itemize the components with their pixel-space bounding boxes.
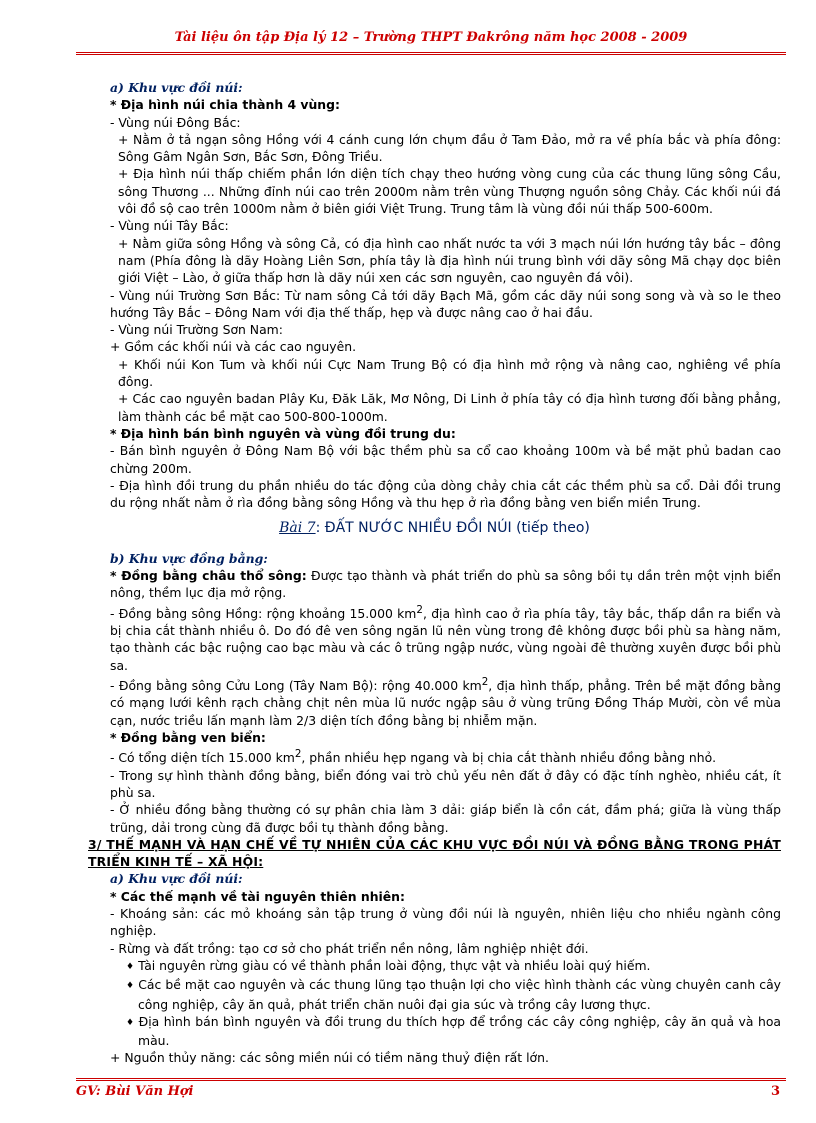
paragraph (88, 674, 781, 729)
page-number: 3 (770, 1084, 780, 1099)
subheading-four-regions: * Địa hình núi chia thành 4 vùng: (110, 97, 340, 113)
paragraph (88, 602, 781, 674)
section-heading-mountain: a) Khu vực đồi núi: (110, 80, 243, 95)
paragraph: + Địa hình núi thấp chiếm phần lớn diện tích chạy theo hướng vòng cung của các thung lũng sông Cầu, sông Thương ... Những đỉnh núi cao trên 2000m nằm trên vùng Thượng nguồn sông Chảy. Các khối núi đá vôi đồ sộ cao trên 1000m nằm ở biên giới Việt Trung. Trung tâm là vùng đồi núi thấp 500-600m. (118, 166, 781, 217)
paragraph: + Khối núi Kon Tum và khối núi Cực Nam Trung Bộ có địa hình mở rộng và nâng cao, nghiêng về phía đông. (118, 356, 781, 390)
paragraph: - Địa hình đồi trung du phần nhiều do tác động của dòng chảy chia cắt các thềm phù sa cổ. Dải đồi trung du rộng nhất nằm ở rìa đồng bằng sông Hồng và thu hẹp ở rìa đồng bằng ven biển miền Trung. (110, 477, 781, 511)
paragraph: - Rừng và đất trồng: tạo cơ sở cho phát triển nền nông, lâm nghiệp nhiệt đới. (110, 940, 589, 956)
page-content (88, 79, 781, 1067)
text-run: - Đồng bằng sông Hồng: rộng khoảng 15.000 km (110, 605, 417, 621)
subheading-coastal-plains: * Đồng bằng ven biển: (110, 729, 266, 745)
superscript: 2 (416, 603, 423, 616)
superscript: 2 (481, 675, 489, 688)
paragraph: + Nằm giữa sông Hồng và sông Cả, có địa hình cao nhất nước ta với 3 mạch núi lớn hướng tây bắc – đông nam (Phía đông là dãy Hoàng Liên Sơn, phía tây là địa hình núi trung bình với dãy sông Mã chạy dọc biên giới Việt – Lào, ở giữa thấp hơn là dãy núi xen các sơn nguyên, cao nguyên đá vôi). (118, 235, 781, 286)
bullet-text: Các bề mặt cao nguyên và các thung lũng tạo thuận lợi cho việc hình thành các vùng chuyên canh cây công nghiệp, cây ăn quả, phát triển chăn nuôi đại gia súc và trồng cây lương thực. (138, 977, 781, 1012)
footer-author: GV: Bùi Văn Hợi (76, 1084, 194, 1099)
delta-text: Được tạo thành và phát triển do phù sa sông bồi tụ dần trên một vịnh biển nông, thềm lục địa mở rộng. (110, 568, 781, 601)
paragraph: + Nằm ở tả ngạn sông Hồng với 4 cánh cung lớn chụm đầu ở Tam Đảo, mở ra về phía bắc và phía đông: Sông Gâm Ngân Sơn, Bắc Sơn, Đông Triều. (118, 131, 781, 165)
text-run: , địa hình cao ở rìa phía tây, tây bắc, thấp dần ra biển và bị chia cắt thành nhiều ô. Do đó đê ven sông ngăn lũ nên vùng trong đê không được bồi phù sa hàng năm, tạo thành các bậc ruộng cao bạc màu và các ô trũng ngập nước, vùng ngoài đê thường xuyên được bồi phù sa. (110, 605, 781, 673)
paragraph: + Gồm các khối núi và các cao nguyên. (110, 339, 357, 355)
footer-divider (76, 1078, 786, 1081)
subheading-semiplain: * Địa hình bán bình nguyên và vùng đồi trung du: (110, 425, 456, 441)
paragraph: - Vùng núi Đông Bắc: (110, 114, 241, 130)
bullet-text: Địa hình bán bình nguyên và đồi trung du thích hợp để trồng các cây công nghiệp, cây ăn quả và hoa màu. (138, 1013, 781, 1049)
bullet-text: Tài nguyên rừng giàu có về thành phần loài động, thực vật và nhiều loài quý hiếm. (138, 957, 651, 973)
paragraph: - Vùng núi Trường Sơn Nam: (110, 322, 283, 338)
text-run: - Có tổng diện tích 15.000 km (110, 750, 295, 766)
text-run: , phần nhiều hẹp ngang và bị chia cắt thành nhiều đồng bằng nhỏ. (301, 750, 717, 766)
paragraph (88, 746, 781, 766)
header-divider (76, 52, 786, 55)
paragraph: - Bán bình nguyên ở Đông Nam Bộ với bậc thềm phù sa cổ cao khoảng 100m và bề mặt phủ badan cao chừng 200m. (110, 443, 781, 476)
section-3-heading: 3/ THẾ MẠNH VÀ HẠN CHẾ VỀ TỰ NHIÊN CỦA CÁC KHU VỰC ĐỒI NÚI VÀ ĐỒNG BẰNG TRONG PHÁT TRIỂN KINH TẾ – XÃ HỘI: (88, 836, 781, 870)
paragraph: - Khoáng sản: các mỏ khoáng sản tập trung ở vùng đồi núi là nguyên, nhiên liệu cho nhiều ngành công nghiệp. (110, 906, 781, 939)
text-run: , địa hình thấp, phẳng. Trên bề mặt đồng bằng có mạng lưới kênh rạch chằng chịt nên mùa lũ nước ngập sâu ở vùng trũng Đồng Tháp Mười, còn về mùa cạn, nước triều lấn mạnh làm 2/3 diện tích đồng bằng bị nhiễm mặn. (110, 678, 781, 728)
diamond-bullet-icon: ♦ (126, 981, 135, 992)
superscript: 2 (294, 748, 302, 761)
paragraph: - Vùng núi Tây Bắc: (110, 218, 229, 234)
paragraph: - Trong sự hình thành đồng bằng, biển đóng vai trò chủ yếu nên đất ở đây có đặc tính nghèo, nhiều cát, ít phù sa. (110, 767, 781, 800)
paragraph: - Vùng núi Trường Sơn Bắc: Từ nam sông Cả tới dãy Bạch Mã, gồm các dãy núi song song và và so le theo hướng Tây Bắc – Đông Nam với địa thế thấp, hẹp và được nâng cao ở hai đầu. (110, 287, 781, 320)
diamond-bullet-icon: ♦ (126, 961, 135, 972)
text-run: - Đồng bằng sông Cửu Long (Tây Nam Bộ): rộng 40.000 km (110, 678, 482, 694)
bullet-item (88, 976, 781, 1013)
lesson-label: Bài 7 (279, 520, 316, 537)
paragraph (88, 567, 781, 602)
lesson-title (88, 520, 781, 537)
bullet-item (88, 1013, 781, 1050)
lesson-heading: ĐẤT NƯỚC NHIỀU ĐỒI NÚI (tiếp theo) (320, 520, 590, 537)
paragraph: - Ở nhiều đồng bằng thường có sự phân chia làm 3 dải: giáp biển là cồn cát, đầm phá; giữa là vùng thấp trũng, dải trong cùng đã được bồi tụ thành đồng bằng. (110, 802, 781, 835)
paragraph: + Nguồn thủy năng: các sông miền núi có tiềm năng thuỷ điện rất lớn. (110, 1050, 549, 1066)
page-header-title: Tài liệu ôn tập Địa lý 12 – Trường THPT Đakrông năm học 2008 - 2009 (174, 30, 688, 45)
subheading-strengths: * Các thế mạnh về tài nguyên thiên nhiên: (110, 888, 405, 904)
subheading-delta: * Đồng bằng châu thổ sông: (110, 568, 307, 584)
diamond-bullet-icon: ♦ (126, 1017, 135, 1028)
lesson-colon: : (315, 520, 321, 537)
section-3-subheading: a) Khu vực đồi núi: (110, 871, 243, 887)
section-heading-plains: b) Khu vực đồng bằng: (110, 550, 268, 566)
paragraph: + Các cao nguyên badan Plây Ku, Đăk Lăk, Mơ Nông, Di Linh ở phía tây có địa hình tương đối bằng phẳng, làm thành các bề mặt cao 500-800-1000m. (118, 391, 781, 424)
bullet-item (88, 957, 781, 976)
